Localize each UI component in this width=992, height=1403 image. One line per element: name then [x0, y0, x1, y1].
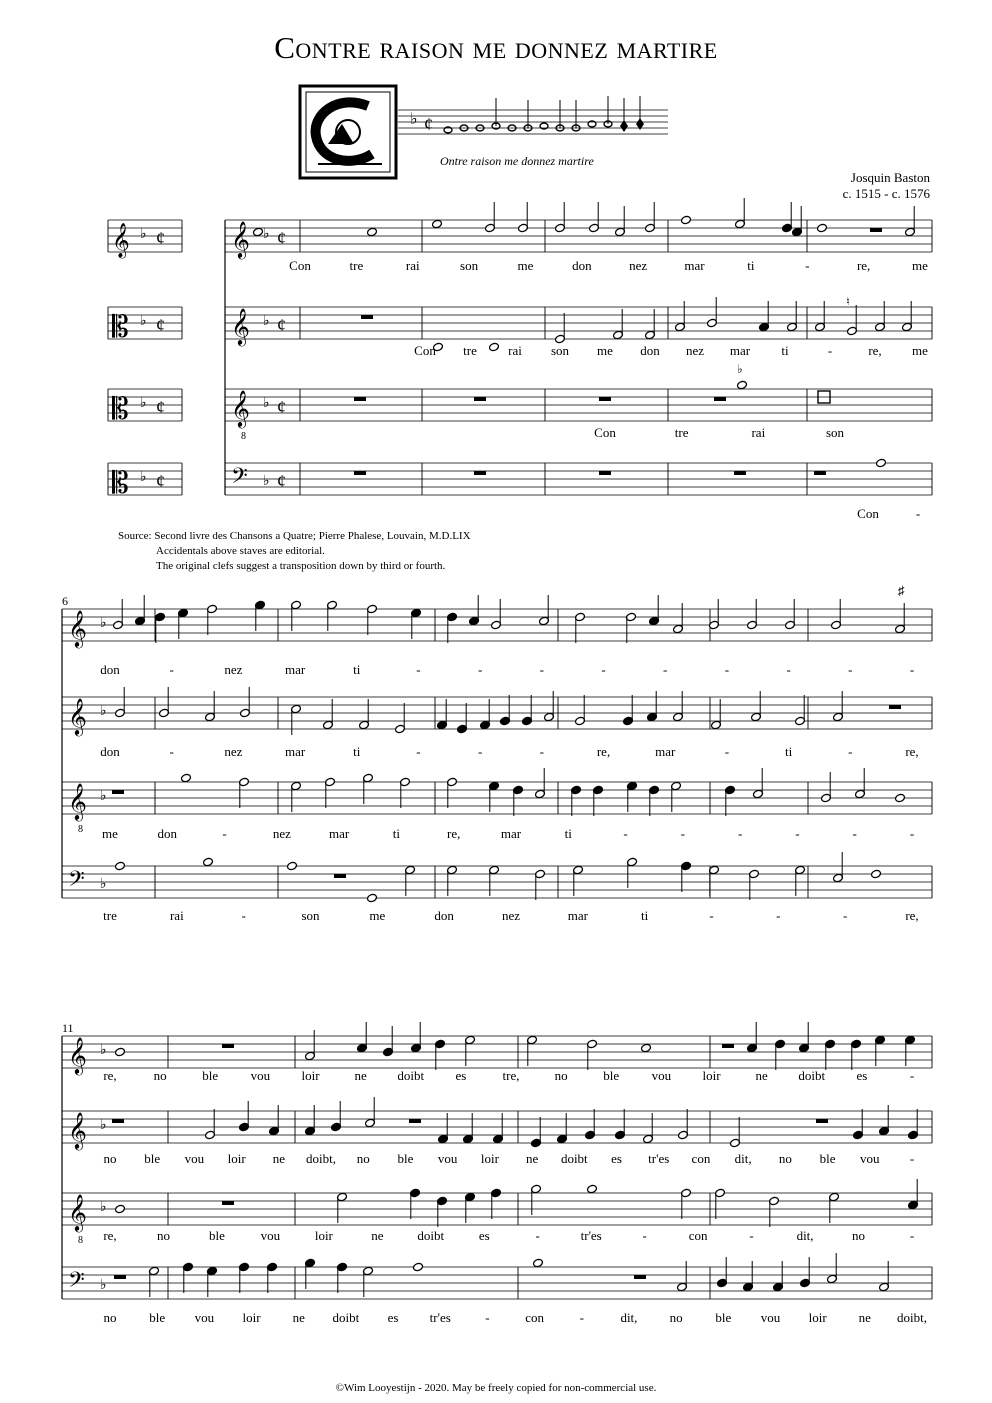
- note: [115, 1047, 126, 1057]
- measure-number: 11: [62, 1021, 74, 1035]
- cut-time-sign: ¢: [156, 471, 165, 491]
- lyric-syllable: vou: [437, 1151, 458, 1166]
- lyric-syllable: re,: [856, 258, 871, 273]
- lyric-syllable: ne: [858, 1310, 871, 1325]
- rest: [634, 1275, 646, 1279]
- rest: [474, 471, 486, 475]
- svg-text:♭: ♭: [410, 111, 418, 128]
- lyric-syllable: ne: [755, 1068, 768, 1083]
- lyric-syllable: me: [912, 258, 928, 273]
- lyric-syllable: con: [691, 1151, 711, 1166]
- piece-title: Contre raison me donnez martire: [274, 30, 718, 65]
- lyric-syllable: ti: [781, 343, 789, 358]
- editorial-flat: ♭: [737, 362, 743, 376]
- lyric-syllable: no: [153, 1068, 167, 1083]
- note: [413, 1262, 424, 1272]
- lyric-syllable: ble: [149, 1310, 166, 1325]
- note: [367, 893, 378, 903]
- lyric-syllable: don: [572, 258, 592, 273]
- rest: [112, 790, 124, 794]
- lyric-syllable: no: [669, 1310, 683, 1325]
- lyric-syllable: ble: [397, 1151, 414, 1166]
- lyric-syllable: tr'es: [580, 1228, 602, 1243]
- source-line: Accidentals above staves are editorial.: [156, 545, 325, 557]
- lyric-syllable: re,: [868, 343, 882, 358]
- lyric-syllable: ble: [208, 1228, 225, 1243]
- note: [181, 773, 192, 783]
- lyric-syllable: -: [477, 662, 483, 677]
- lyric-syllable: mar: [684, 258, 705, 273]
- lyric-syllable: loir: [702, 1068, 721, 1083]
- source-line: The original clefs suggest a transposition down by third or fourth.: [156, 560, 446, 572]
- note: [587, 1184, 598, 1194]
- key-signature-flat: ♭: [100, 1118, 107, 1133]
- key-signature-flat: ♭: [140, 396, 147, 411]
- lyric-syllable: tre,: [502, 1068, 520, 1083]
- lyric-syllable: ti: [353, 662, 361, 677]
- lyric-syllable: ble: [202, 1068, 219, 1083]
- cut-time-sign: ¢: [156, 228, 165, 248]
- lyric-syllable: tre: [674, 425, 689, 440]
- composer-dates: c. 1515 - c. 1576: [842, 186, 930, 201]
- octave-mark: 8: [78, 824, 83, 835]
- rest: [409, 1119, 421, 1123]
- lyric-syllable: -: [909, 1228, 915, 1243]
- lyric-syllable: son: [550, 343, 570, 358]
- lyric-syllable: -: [539, 662, 545, 677]
- lyric-syllable: -: [416, 744, 421, 759]
- lyric-syllable: mar: [329, 826, 350, 841]
- lyric-syllable: doibt: [332, 1310, 360, 1325]
- lyric-syllable: vou: [651, 1068, 672, 1083]
- lyric-syllable: ti: [392, 826, 401, 841]
- lyric-syllable: -: [477, 744, 483, 759]
- lyric-syllable: no: [156, 1228, 170, 1243]
- lyric-syllable: -: [169, 662, 174, 677]
- rest: [816, 1119, 828, 1123]
- lyric-syllable: -: [805, 258, 810, 273]
- lyric-syllable: ti: [784, 744, 793, 759]
- lyric-syllable: -: [539, 744, 545, 759]
- lyric-syllable: re,: [447, 826, 461, 841]
- note: [871, 869, 882, 879]
- lyric-syllable: no: [103, 1151, 117, 1166]
- lyric-syllable: -: [724, 744, 730, 759]
- rest: [870, 228, 882, 232]
- lyric-syllable: -: [709, 908, 714, 923]
- treble-clef: 𝄞: [68, 1037, 87, 1073]
- note: [253, 227, 264, 237]
- lyric-syllable: -: [848, 744, 853, 759]
- key-signature-flat: ♭: [100, 877, 107, 892]
- lyric-syllable: -: [222, 826, 227, 841]
- rest: [714, 397, 726, 401]
- bass-clef: 𝄢: [68, 1268, 85, 1297]
- key-signature-flat: ♭: [100, 789, 107, 804]
- rest: [361, 315, 373, 319]
- lyric-syllable: ble: [603, 1068, 620, 1083]
- lyric-syllable: no: [103, 1310, 117, 1325]
- tenor-clef: 𝄞: [231, 390, 250, 426]
- lyric-syllable: -: [776, 908, 781, 923]
- rest: [354, 397, 366, 401]
- lyric-syllable: mar: [729, 343, 751, 358]
- lyric-syllable: ti: [564, 826, 572, 841]
- lyric-syllable: -: [169, 744, 174, 759]
- lyric-syllable: ti: [641, 908, 649, 923]
- lyric-syllable: ti: [353, 744, 361, 759]
- lyric-syllable: nez: [685, 343, 705, 358]
- lyric-syllable: no: [852, 1228, 866, 1243]
- lyric-syllable: ne: [525, 1151, 539, 1166]
- lyric-syllable: rai: [405, 258, 420, 273]
- lyric-syllable: son: [460, 258, 479, 273]
- lyric-syllable: -: [909, 1068, 915, 1083]
- note: [817, 223, 828, 233]
- lyric-syllable: ne: [292, 1310, 305, 1325]
- rest: [112, 1119, 124, 1123]
- lyric-syllable: -: [909, 826, 915, 841]
- lyric-syllable: nez: [501, 908, 521, 923]
- rest: [354, 471, 366, 475]
- lyric-syllable: don: [100, 662, 120, 677]
- lyric-syllable: -: [241, 908, 246, 923]
- lyric-syllable: -: [724, 662, 730, 677]
- lyric-syllable: loir: [227, 1151, 246, 1166]
- lyric-syllable: -: [915, 506, 921, 521]
- note: [432, 219, 443, 229]
- lyric-syllable: ne: [272, 1151, 285, 1166]
- lyric-syllable: ne: [371, 1228, 384, 1243]
- lyric-syllable: doibt: [397, 1068, 425, 1083]
- lyric-syllable: me: [912, 343, 928, 358]
- lyric-syllable: loir: [301, 1068, 320, 1083]
- rest: [734, 471, 746, 475]
- rest: [599, 397, 611, 401]
- key-signature-flat: ♭: [100, 1043, 107, 1058]
- lyric-syllable: rai: [169, 908, 184, 923]
- key-signature-flat: ♭: [263, 314, 270, 329]
- note: [367, 227, 378, 237]
- lyric-syllable: Con: [594, 425, 616, 440]
- lyric-syllable: son: [301, 908, 320, 923]
- lyric-syllable: vou: [760, 1310, 781, 1325]
- lyric-syllable: -: [535, 1228, 540, 1243]
- editorial-sharp: ♯: [898, 583, 905, 598]
- lyric-syllable: son: [825, 425, 845, 440]
- lyric-syllable: don: [640, 343, 660, 358]
- lyric-syllable: vou: [194, 1310, 215, 1325]
- key-signature-flat: ♭: [100, 616, 107, 631]
- note: [737, 380, 748, 390]
- lyric-syllable: es: [478, 1228, 490, 1243]
- cut-time-sign: ¢: [277, 471, 286, 491]
- bass-clef: 𝄢: [68, 867, 85, 896]
- lyric-syllable: tre: [349, 258, 364, 273]
- lyric-syllable: no: [356, 1151, 370, 1166]
- lyric-syllable: re,: [596, 744, 611, 759]
- lyric-syllable: re,: [103, 1068, 117, 1083]
- lyric-syllable: nez: [224, 662, 243, 677]
- lyric-syllable: vou: [184, 1151, 205, 1166]
- lyric-syllable: me: [517, 258, 534, 273]
- original-clef: 𝄡: [112, 467, 129, 500]
- lyric-syllable: ble: [144, 1151, 161, 1166]
- lyric-syllable: tre: [463, 343, 477, 358]
- lyric-syllable: loir: [314, 1228, 333, 1243]
- lyric-syllable: nez: [272, 826, 291, 841]
- note: [681, 215, 692, 225]
- key-signature-flat: ♭: [100, 1200, 107, 1215]
- lyric-syllable: loir: [808, 1310, 827, 1325]
- lyric-syllable: vou: [250, 1068, 271, 1083]
- rest: [114, 1275, 126, 1279]
- lyric-syllable: -: [579, 1310, 584, 1325]
- tenor-clef: 𝄞: [68, 783, 87, 819]
- lyric-syllable: -: [909, 1151, 915, 1166]
- lyric-syllable: -: [909, 662, 915, 677]
- cut-time-sign: ¢: [277, 228, 286, 248]
- note: [876, 458, 887, 468]
- lyric-syllable: con: [525, 1310, 544, 1325]
- lyric-syllable: ble: [715, 1310, 732, 1325]
- octave-mark: 8: [78, 1235, 83, 1246]
- lyric-syllable: -: [737, 826, 743, 841]
- note: [203, 857, 214, 867]
- lyric-syllable: loir: [242, 1310, 261, 1325]
- cut-time-sign: ¢: [277, 315, 286, 335]
- lyric-syllable: doibt,: [306, 1151, 337, 1166]
- rest: [334, 874, 346, 878]
- lyric-syllable: es: [856, 1068, 868, 1083]
- key-signature-flat: ♭: [100, 704, 107, 719]
- tenor-clef: 𝄞: [68, 1194, 87, 1230]
- note: [489, 342, 500, 352]
- rest: [889, 705, 901, 709]
- lyric-syllable: loir: [480, 1151, 499, 1166]
- lyric-syllable: re,: [905, 744, 919, 759]
- note: [287, 861, 298, 871]
- original-clef: 𝄞: [112, 224, 130, 257]
- lyric-syllable: -: [786, 662, 791, 677]
- lyric-syllable: doibt: [560, 1151, 588, 1166]
- lyric-syllable: don: [100, 744, 120, 759]
- lyric-syllable: rai: [508, 343, 522, 358]
- rest: [814, 471, 826, 475]
- copyright-footer: ©Wim Looyestijn - 2020. May be freely copied for non-commercial use.: [335, 1382, 657, 1394]
- lyric-syllable: me: [369, 908, 386, 923]
- key-signature-flat: ♭: [140, 470, 147, 485]
- lyric-syllable: -: [795, 826, 800, 841]
- lyric-syllable: -: [749, 1228, 754, 1243]
- key-signature-flat: ♭: [140, 314, 147, 329]
- treble-clef: 𝄞: [231, 308, 250, 344]
- note: [533, 1258, 544, 1268]
- lyric-syllable: con: [688, 1228, 708, 1243]
- lyric-syllable: -: [601, 662, 606, 677]
- lyric-syllable: ble: [819, 1151, 836, 1166]
- svg-text:¢: ¢: [424, 114, 433, 134]
- lyric-syllable: -: [642, 1228, 647, 1243]
- lyric-syllable: -: [852, 826, 857, 841]
- lyric-syllable: vou: [860, 1151, 880, 1166]
- rest: [474, 397, 486, 401]
- lyric-syllable: -: [663, 662, 668, 677]
- rest: [222, 1044, 234, 1048]
- lyric-syllable: re,: [905, 908, 919, 923]
- lyric-syllable: -: [485, 1310, 490, 1325]
- lyric-syllable: don: [157, 826, 178, 841]
- lyric-syllable: doibt,: [897, 1310, 927, 1325]
- lyric-syllable: mar: [655, 744, 676, 759]
- lyric-syllable: dit,: [620, 1310, 638, 1325]
- lyric-syllable: rai: [751, 425, 766, 440]
- lyric-syllable: nez: [629, 258, 648, 273]
- source-line: Source: Second livre des Chansons a Quatre; Pierre Phalese, Louvain, M.D.LIX: [118, 530, 471, 542]
- lyric-syllable: -: [827, 343, 833, 358]
- lyric-syllable: tre: [103, 908, 117, 923]
- lyric-syllable: nez: [224, 744, 243, 759]
- lyric-syllable: es: [387, 1310, 399, 1325]
- key-signature-flat: ♭: [100, 1278, 107, 1293]
- lyric-syllable: Con: [289, 258, 311, 273]
- lyric-syllable: dit,: [796, 1228, 814, 1243]
- treble-clef: 𝄞: [231, 221, 250, 257]
- lyric-syllable: -: [848, 662, 853, 677]
- lyric-syllable: -: [680, 826, 686, 841]
- cut-time-sign: ¢: [277, 397, 286, 417]
- key-signature-flat: ♭: [263, 227, 270, 242]
- rest: [222, 1201, 234, 1205]
- lyric-syllable: no: [554, 1068, 568, 1083]
- lyric-syllable: ti: [747, 258, 755, 273]
- treble-clef: 𝄞: [68, 698, 87, 734]
- lyric-syllable: no: [778, 1151, 792, 1166]
- key-signature-flat: ♭: [140, 227, 147, 242]
- lyric-syllable: es: [611, 1151, 622, 1166]
- lyric-syllable: es: [455, 1068, 467, 1083]
- key-signature-flat: ♭: [263, 474, 270, 489]
- lyric-syllable: vou: [260, 1228, 281, 1243]
- octave-mark: 8: [241, 431, 246, 442]
- cut-time-sign: ¢: [156, 397, 165, 417]
- treble-clef: 𝄞: [68, 610, 87, 646]
- lyric-syllable: tr'es: [648, 1151, 670, 1166]
- measure-number: 6: [62, 594, 68, 608]
- lyric-syllable: dit,: [734, 1151, 752, 1166]
- bass-clef: 𝄢: [231, 464, 248, 493]
- note: [115, 1204, 126, 1214]
- lyric-syllable: ne: [354, 1068, 367, 1083]
- lyric-syllable: -: [416, 662, 421, 677]
- lyric-syllable: re,: [103, 1228, 117, 1243]
- lyric-syllable: me: [102, 826, 118, 841]
- composer-name: Josquin Baston: [850, 170, 930, 185]
- treble-clef: 𝄞: [68, 1112, 87, 1148]
- lyric-syllable: tr'es: [429, 1310, 451, 1325]
- note: [641, 1043, 652, 1053]
- lyric-syllable: -: [623, 826, 628, 841]
- lyric-syllable: me: [597, 343, 613, 358]
- editorial-natural: ♮: [846, 296, 850, 308]
- original-clef: 𝄡: [112, 393, 129, 426]
- lyric-syllable: mar: [567, 908, 588, 923]
- lyric-syllable: doibt: [798, 1068, 826, 1083]
- rest: [722, 1044, 734, 1048]
- incipit-lyric: Ontre raison me donnez martire: [440, 154, 594, 168]
- rest: [599, 471, 611, 475]
- lyric-syllable: -: [842, 908, 848, 923]
- cut-time-sign: ¢: [156, 315, 165, 335]
- lyric-syllable: mar: [500, 826, 522, 841]
- original-clef: 𝄡: [112, 311, 129, 344]
- lyric-syllable: doibt: [417, 1228, 445, 1243]
- lyric-syllable: Con: [414, 343, 436, 358]
- lyric-syllable: mar: [284, 662, 306, 677]
- key-signature-flat: ♭: [263, 396, 270, 411]
- lyric-syllable: mar: [284, 744, 306, 759]
- note: [895, 793, 906, 803]
- lyric-syllable: Con: [857, 506, 879, 521]
- note: [115, 861, 126, 871]
- lyric-syllable: don: [434, 908, 454, 923]
